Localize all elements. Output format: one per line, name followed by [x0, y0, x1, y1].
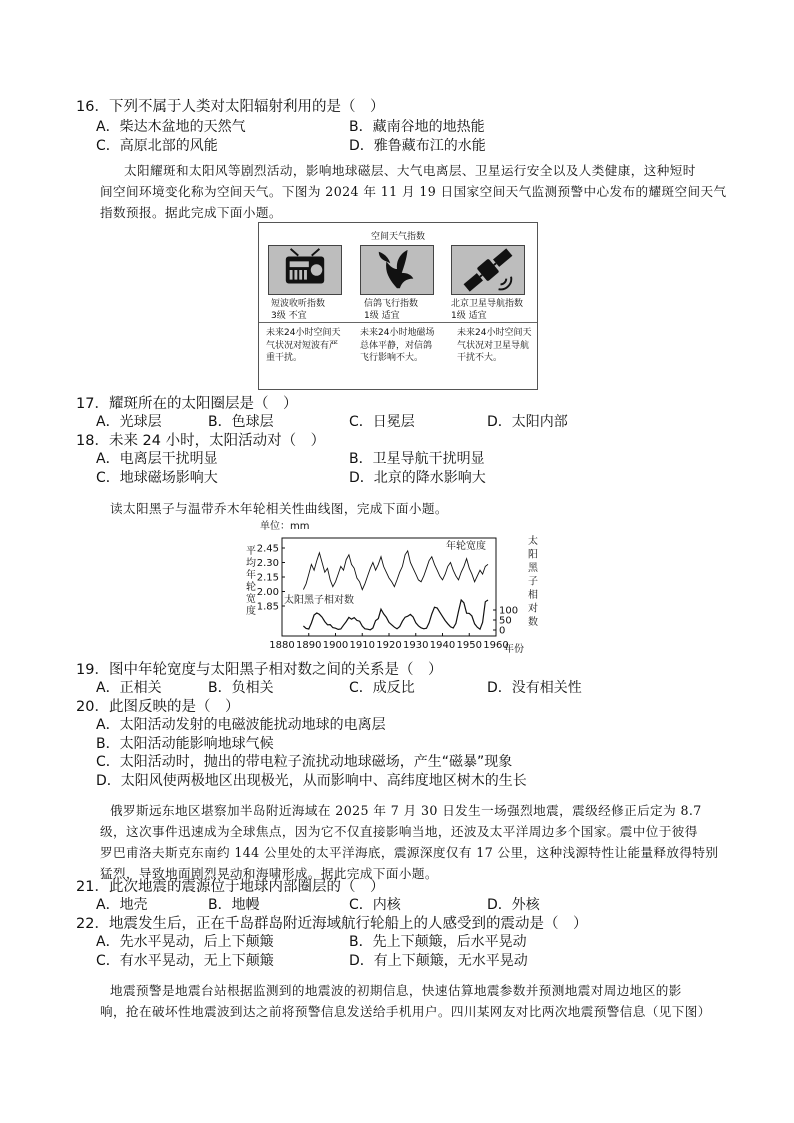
question-21-option-c: C．内核 — [349, 897, 401, 913]
y-axis-right-label-char: 子 — [528, 576, 538, 588]
question-22-option-b: B．先上下颠簸，后水平晃动 — [349, 934, 527, 950]
sunspot-tree-ring-chart — [230, 518, 560, 658]
y-axis-right-label-char: 太 — [528, 536, 538, 547]
card-3-label — [451, 298, 523, 322]
question-21-stem: 21．此次地震的震源位于地球内部圈层的（ ） — [76, 879, 385, 895]
card-1-label — [271, 298, 325, 322]
x-tick-label: 1960 — [483, 640, 509, 651]
series-line-ring-width — [303, 551, 488, 590]
question-21-option-b: B．地幔 — [208, 897, 260, 913]
y-axis-right-label-char: 黑 — [528, 563, 538, 574]
question-21-option-d: D．外核 — [487, 897, 540, 913]
y-left-tick-label: 2.30 — [256, 558, 279, 569]
passage-2-line-1: 读太阳黑子与温带乔木年轮相关性曲线图，完成下面小题。 — [110, 501, 448, 516]
x-tick-label: 1900 — [322, 640, 349, 651]
question-18-option-c: C．地球磁场影响大 — [96, 470, 218, 486]
figure-title: 空间天气指数 — [370, 232, 425, 242]
x-tick-label: 1890 — [296, 640, 322, 651]
question-19-option-c: C．成反比 — [349, 680, 415, 696]
card-3-label-level: 1级 适宜 — [451, 311, 487, 321]
y-axis-left-label-char: 宽 — [246, 594, 256, 605]
card-2-label-level: 1级 适宜 — [364, 311, 400, 321]
card-3-label-name: 北京卫星导航指数 — [451, 299, 524, 309]
card-1-label-level: 3级 不宜 — [271, 311, 307, 321]
x-tick-label: 1910 — [349, 640, 375, 651]
x-tick-label: 1940 — [429, 640, 456, 651]
chart-unit-label: 单位：mm — [260, 521, 310, 532]
passage-3-line-1: 俄罗斯远东地区堪察加半岛附近海域在 2025 年 7 月 30 日发生一场强烈地震，震级经修正后定为 8.7 — [110, 803, 702, 818]
passage-1-line-2: 间空间环境变化称为空间天气。下图为 2024 年 11 月 19 日国家空间天气监测预警中心发布的耀斑空间天气 — [100, 184, 727, 199]
y-axis-right-ticks — [493, 606, 518, 637]
passage-3-line-4: 猛烈，导致地面剧烈晃动和海啸形成。据此完成下面小题。 — [100, 866, 438, 881]
question-16-option-d: D．雅鲁藏布江的水能 — [349, 138, 486, 154]
series-label-ring-width: 年轮宽度 — [446, 541, 486, 552]
y-left-tick-label: 1.85 — [256, 601, 279, 613]
question-17-option-c: C．日冕层 — [349, 414, 415, 430]
question-18-option-d: D．北京的降水影响大 — [349, 470, 486, 486]
y-left-tick-label: 2.15 — [256, 572, 279, 584]
question-18-stem: 18．未来 24 小时，太阳活动对（ ） — [76, 433, 326, 449]
question-17-option-a: A．光球层 — [96, 414, 162, 430]
radio-icon — [268, 245, 342, 295]
y-right-tick-label: 0 — [499, 625, 506, 637]
y-right-tick-label: 100 — [499, 605, 519, 617]
figure-divider — [259, 322, 537, 323]
y-left-tick-label: 2.00 — [256, 587, 279, 598]
question-18-option-b: B．卫星导航干扰明显 — [349, 451, 485, 467]
question-21-option-a: A．地壳 — [96, 897, 148, 913]
satellite-icon — [451, 245, 525, 295]
passage-1-line-3: 指数预报。据此完成下面小题。 — [100, 205, 282, 220]
x-tick-label: 1950 — [456, 640, 482, 651]
y-axis-right-label-char: 数 — [528, 617, 538, 628]
question-22-option-d: D．有上下颠簸，无水平晃动 — [349, 953, 528, 969]
y-axis-left-label-char: 平 — [246, 546, 256, 557]
question-20-option-b: B．太阳活动能影响地球气候 — [96, 736, 274, 752]
y-axis-left-label-char: 年 — [246, 570, 256, 581]
card-2-description: 未来24小时地磁场总体平静，对信鸽飞行影响不大。 — [360, 328, 435, 363]
question-16-stem: 16．下列不属于人类对太阳辐射利用的是（ ） — [76, 99, 385, 115]
question-17-option-b: B．色球层 — [208, 414, 274, 430]
chart-svg — [230, 518, 560, 658]
y-axis-left-label-char: 轮 — [246, 582, 256, 593]
x-tick-label: 1880 — [269, 640, 295, 651]
card-2-label — [364, 298, 418, 322]
y-left-tick-label: 2.45 — [256, 543, 279, 555]
question-17-stem: 17．耀斑所在的太阳圈层是（ ） — [76, 396, 298, 412]
passage-3-line-2: 级，这次事件迅速成为全球焦点，因为它不仅直接影响当地，还波及太平洋周边多个国家。震中位于彼得 — [100, 824, 698, 839]
card-3-description: 未来24小时空间天气状况对卫星导航干扰不大。 — [457, 328, 532, 363]
card-1-description: 未来24小时空间天气状况对短波有严重干扰。 — [266, 328, 341, 363]
x-axis-label: 年份 — [504, 644, 524, 655]
question-20-option-a: A．太阳活动发射的电磁波能扰动地球的电离层 — [96, 717, 386, 733]
x-tick-label: 1930 — [403, 640, 429, 651]
question-19-option-b: B．负相关 — [208, 680, 274, 696]
y-axis-right-label-char: 相 — [528, 590, 538, 601]
y-right-tick-label: 50 — [499, 615, 512, 627]
question-18-option-a: A．电离层干扰明显 — [96, 451, 218, 467]
passage-4-line-2: 响，抢在破坏性地震波到达之前将预警信息发送给手机用户。四川某网友对比两次地震预警信息（见下图） — [100, 1004, 711, 1019]
question-19-stem: 19．图中年轮宽度与太阳黑子相对数之间的关系是（ ） — [76, 662, 443, 678]
y-axis-right-label-char: 对 — [528, 603, 538, 615]
question-20-option-c: C．太阳活动时，抛出的带电粒子流扰动地球磁场，产生“磁暴”现象 — [96, 754, 513, 770]
question-19-option-d: D．没有相关性 — [487, 680, 582, 696]
pigeon-icon — [360, 245, 434, 295]
question-22-option-c: C．有水平晃动，无上下颠簸 — [96, 953, 274, 969]
question-17-option-d: D．太阳内部 — [487, 414, 568, 430]
x-tick-label: 1920 — [376, 640, 402, 651]
passage-3-line-3: 罗巴甫洛夫斯克东南约 144 公里处的太平洋海底，震源深度仅有 17 公里，这种浅源特性让能量释放得特别 — [100, 845, 719, 860]
question-19-option-a: A．正相关 — [96, 680, 162, 696]
question-16-option-a: A．柴达木盆地的天然气 — [96, 119, 246, 135]
question-16-option-b: B．藏南谷地的地热能 — [349, 119, 485, 135]
passage-1-line-1: 太阳耀斑和太阳风等剧烈活动，影响地球磁层、大气电离层、卫星运行安全以及人类健康，这种短时 — [124, 163, 696, 178]
question-16-option-c: C．高原北部的风能 — [96, 138, 218, 154]
y-axis-right-label-char: 阳 — [528, 549, 538, 561]
question-22-option-a: A．先水平晃动，后上下颠簸 — [96, 934, 274, 950]
question-20-stem: 20．此图反映的是（ ） — [76, 699, 240, 715]
y-axis-left-label-char: 度 — [246, 606, 256, 617]
y-axis-left-label-char: 均 — [246, 558, 256, 569]
series-label-sunspot: 太阳黑子相对数 — [284, 595, 354, 606]
passage-4-line-1: 地震预警是地震台站根据监测到的地震波的初期信息，快速估算地震参数并预测地震对周边地区的影 — [110, 983, 682, 998]
question-20-option-d: D．太阳风使两极地区出现极光，从而影响中、高纬度地区树木的生长 — [96, 773, 527, 789]
card-2-label-name: 信鸽飞行指数 — [364, 299, 419, 309]
question-22-stem: 22．地震发生后，正在千岛群岛附近海域航行轮船上的人感受到的震动是（ ） — [76, 916, 588, 932]
space-weather-index-figure — [258, 222, 538, 390]
y-axis-left-ticks — [257, 544, 285, 613]
card-1-label-name: 短波收听指数 — [271, 299, 326, 309]
y-axis-left-label — [246, 545, 256, 617]
y-axis-right-label — [528, 534, 539, 628]
